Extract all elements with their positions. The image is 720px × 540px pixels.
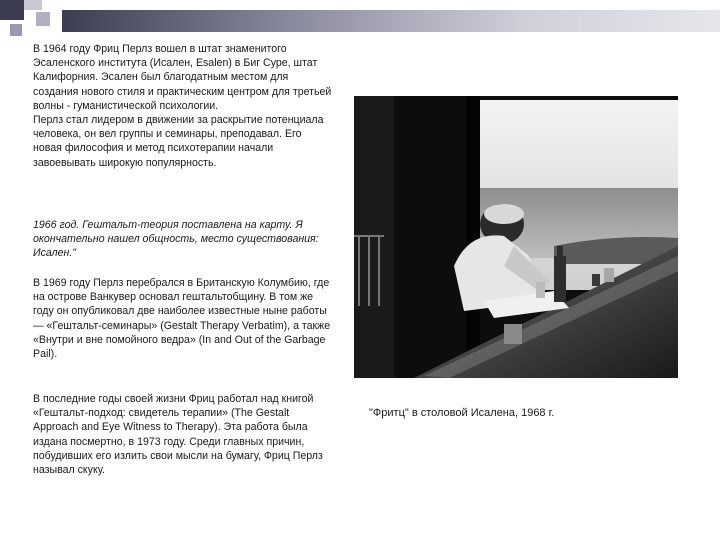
decor-square-light bbox=[24, 0, 42, 10]
paragraph-3: В 1969 году Перлз перебрался в Британскую Колумбию, где на острове Ванкувер основал гештальтобщину. В том же году он опубликовал две наиболее известные ныне работы — «Гештальт-семинары» (Gestalt Therapy Verbatim), а также «Внутри и вне помойного ведра» (In and Out of the Garbage Pail). bbox=[33, 277, 331, 361]
photo-caption: "Фритц" в столовой Исалена, 1968 г. bbox=[369, 407, 555, 419]
paragraph-1-part-1: В 1964 году Фриц Перлз вошел в штат знаменитого Эсаленского института (Исален, Esalen) в Биг Суре, штат Калифорния. Эсален был благодатным местом для создания нового стиля и практическим центром для третьей волны - гуманистической психологии. bbox=[33, 43, 332, 112]
photo-fritz-dining-room bbox=[354, 96, 678, 378]
quote-paragraph: 1966 год. Гештальт-теория поставлена на карту. Я окончательно нашел общность, место существования: Исален." bbox=[33, 219, 319, 260]
photo-illustration bbox=[354, 96, 678, 378]
paragraph-1 bbox=[33, 42, 333, 170]
paragraph-1-part-2: Перлз стал лидером в движении за раскрытие потенциала человека, он вел группы и семинары, преподавал. Его новая философия и метод психотерапии начали завоевывать широкую популярность. bbox=[33, 114, 324, 169]
header-gradient-bar bbox=[62, 10, 720, 32]
decor-square-dark bbox=[0, 0, 24, 20]
decor-square-light bbox=[36, 12, 50, 26]
decor-square-light bbox=[10, 24, 22, 36]
paragraph-4: В последние годы своей жизни Фриц работал над книгой «Гештальт-подход: свидетель терапии» (The Gestalt Approach and Eye Witness to Therapy). Эта работа была издана посмертно, в 1973 году. Среди главных причин, побудивших его излить свои мысли на бумагу, Фриц Перлз называл скуку. bbox=[33, 393, 323, 477]
